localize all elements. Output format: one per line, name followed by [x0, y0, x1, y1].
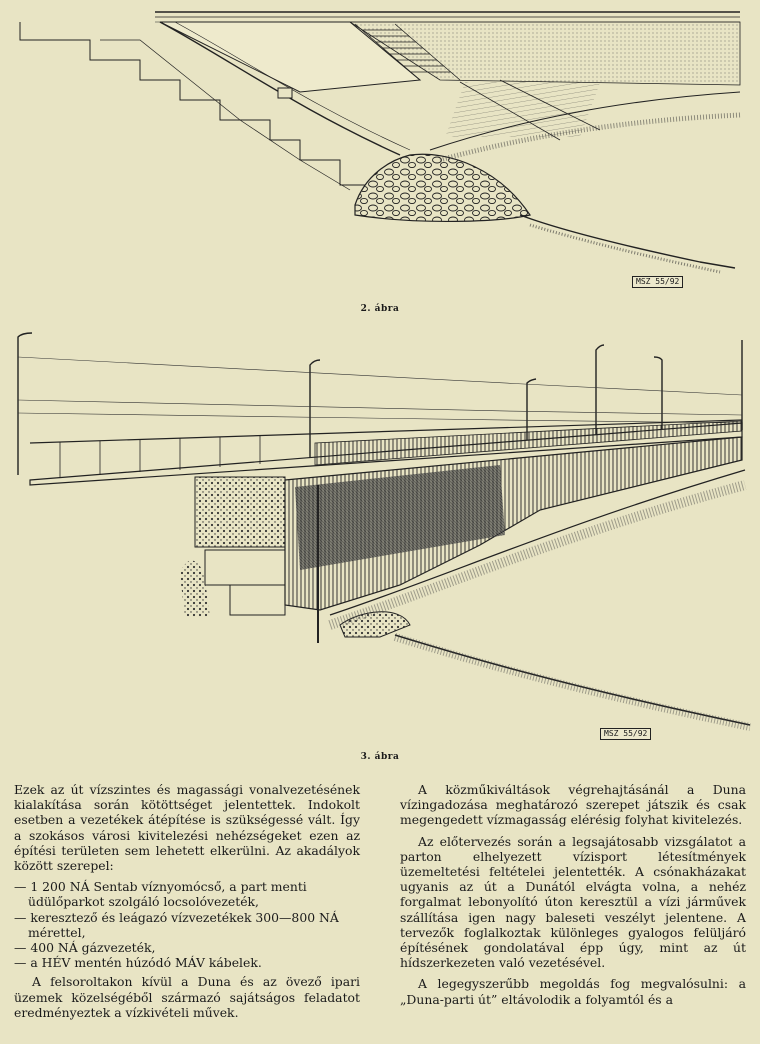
right-paragraph-1: A közműkiváltások végrehajtásánál a Duna vízingadozása meghatározó szerepet játszik és csak megengedett vízmagasság elérésig folyhat kivitelezés. — [400, 782, 746, 828]
obstacle-list — [14, 879, 360, 970]
left-text-column — [14, 782, 360, 1026]
right-text-column — [400, 782, 746, 1013]
list-item: — 1 200 NÁ Sentab víznyomócső, a part menti üdülőparkot szolgáló locsolóvezeték, — [14, 879, 307, 910]
list-item: — keresztező és leágazó vízvezetékek 300—800 NÁ mérettel, — [14, 909, 339, 940]
figure-3-stamp: MSZ 55/92 — [600, 728, 651, 740]
figure-2-stamp: MSZ 55/92 — [632, 276, 683, 288]
left-intro-paragraph: Ezek az út vízszintes és magassági vonalvezetésének kialakítása során kötöttséget jelentettek. Indokolt esetben a vezetékek átépítése is szükségessé vált. Így a szokásos városi kivitelezési nehézségeket ezen az építési területen sem lehetett elkerülni. Az akadályok között szerepel: — [14, 782, 360, 874]
right-paragraph-2: Az előtervezés során a legsajátosabb vizsgálatot a parton elhelyezett vízisport létesítmények üzemeltetési feltételei jelentették. A csónakházakat ugyanis az út a Dunától elvágta volna, a nehéz forgalmat lebonyolító úton keresztül a vízi járművek szállítása igen nagy baleseti veszélyt jelentene. A tervezők foglalkoztak különleges gyalogos felüljáró építésének gondolatával épp úgy, mint az út hídszerkezeten való vezetésével. — [400, 833, 746, 971]
list-item: — 400 NÁ gázvezeték, — [14, 940, 156, 956]
figure-3-drawing — [0, 325, 760, 745]
left-outro-paragraph: A felsoroltakon kívül a Duna és az övező ipari üzemek közelségéből származó sajátságos feladatot eredményeztek a vízkivételi művek. — [14, 974, 360, 1020]
figure-2-caption: 2. ábra — [360, 304, 400, 314]
right-paragraph-3: A legegyszerűbb megoldás fog megvalósulni: a „Duna-parti út” eltávolodik a folyamtól és a — [400, 976, 746, 1007]
figure-3-caption: 3. ábra — [360, 752, 400, 762]
figure-2-drawing — [0, 0, 760, 300]
list-item: — a HÉV mentén húzódó MÁV kábelek. — [14, 955, 262, 971]
